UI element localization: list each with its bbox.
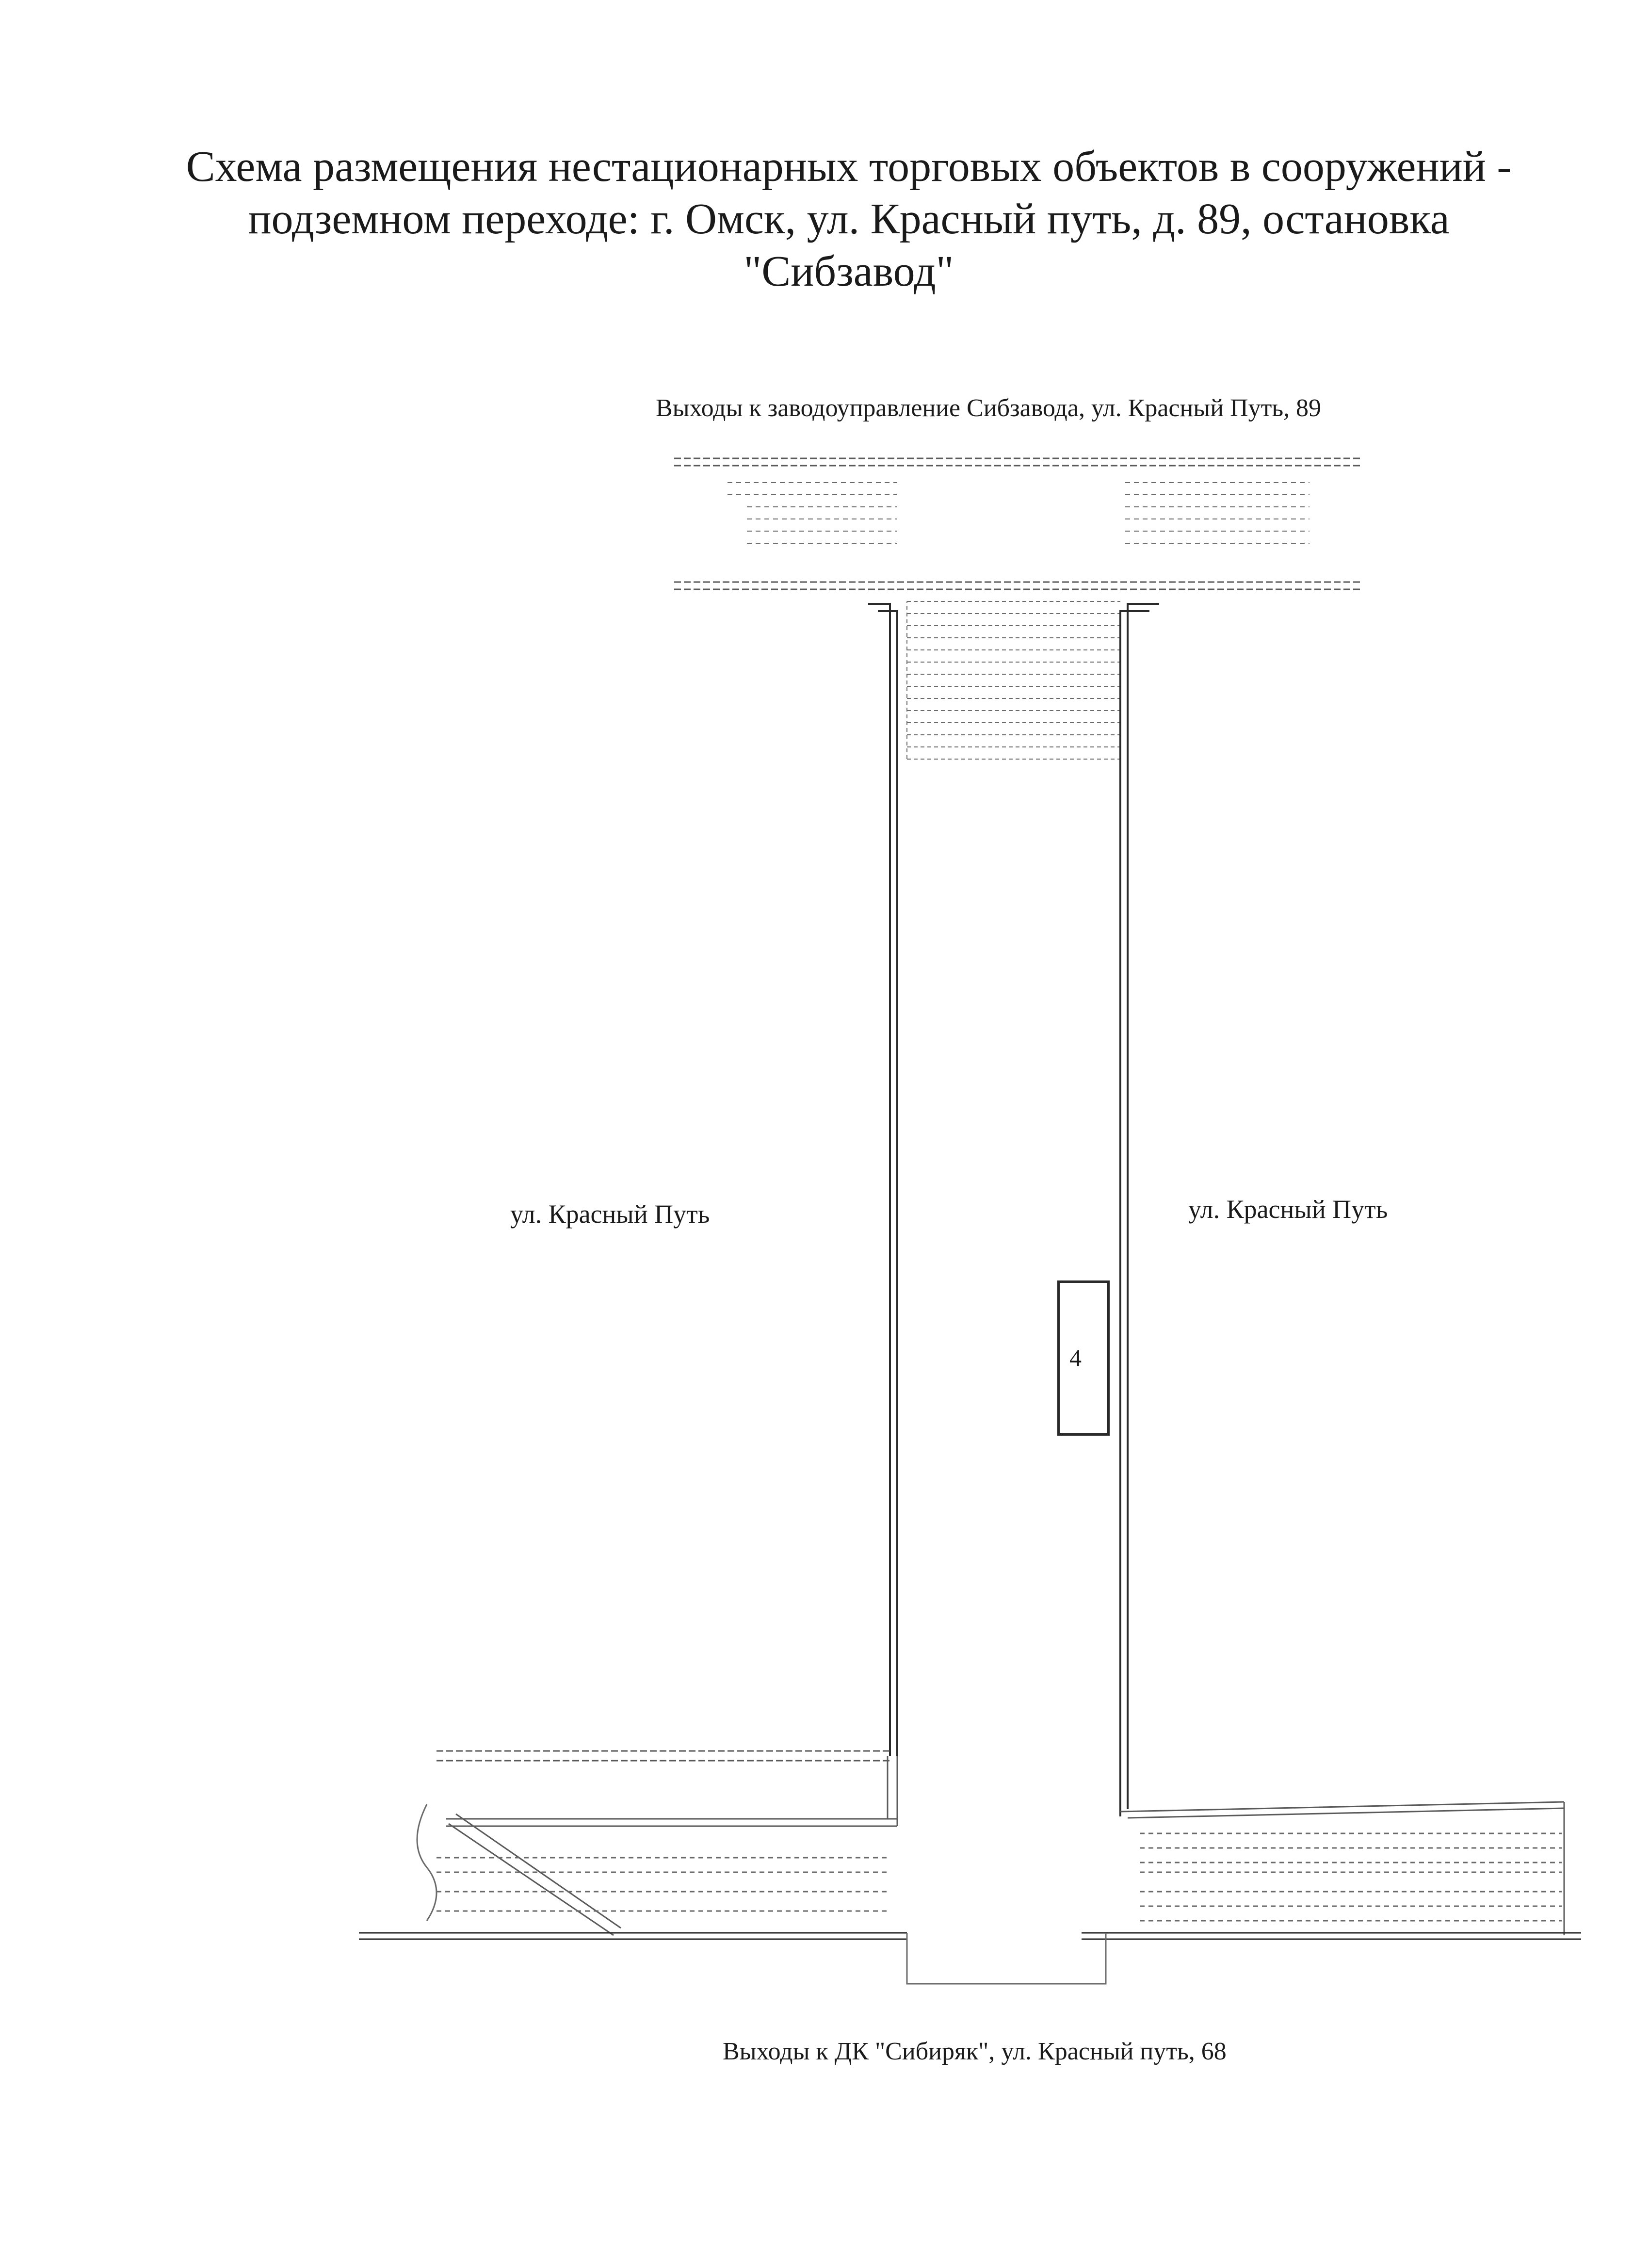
- kiosk-4-box: [1057, 1280, 1110, 1436]
- bottom-left-wing: [417, 1751, 897, 1935]
- kiosk-4-number: 4: [1069, 1344, 1082, 1371]
- bottom-right-wing: [1120, 1802, 1564, 1935]
- corridor-stairs: [907, 601, 1120, 759]
- top-right-stairs: [1125, 483, 1310, 543]
- title-line-1: Схема размещения нестационарных торговых объектов в сооружений -: [186, 143, 1512, 191]
- title-line-2: подземном переходе: г. Омск, ул. Красный путь, д. 89, остановка: [248, 195, 1450, 243]
- bottom-exits-label: Выходы к ДК "Сибиряк", ул. Красный путь, 68: [723, 2038, 1227, 2065]
- top-exits-label: Выходы к заводоуправление Сибзавода, ул. Красный Путь, 89: [656, 394, 1322, 422]
- bottom-exit-boundary: [359, 1933, 1581, 1984]
- street-label-right: ул. Красный Путь: [1188, 1195, 1388, 1224]
- corridor-walls: [868, 604, 1159, 1816]
- street-label-left: ул. Красный Путь: [510, 1199, 710, 1229]
- title-line-3: "Сибзавод": [744, 247, 954, 295]
- top-left-stairs: [728, 483, 897, 543]
- top-exit-boundaries: [674, 458, 1363, 589]
